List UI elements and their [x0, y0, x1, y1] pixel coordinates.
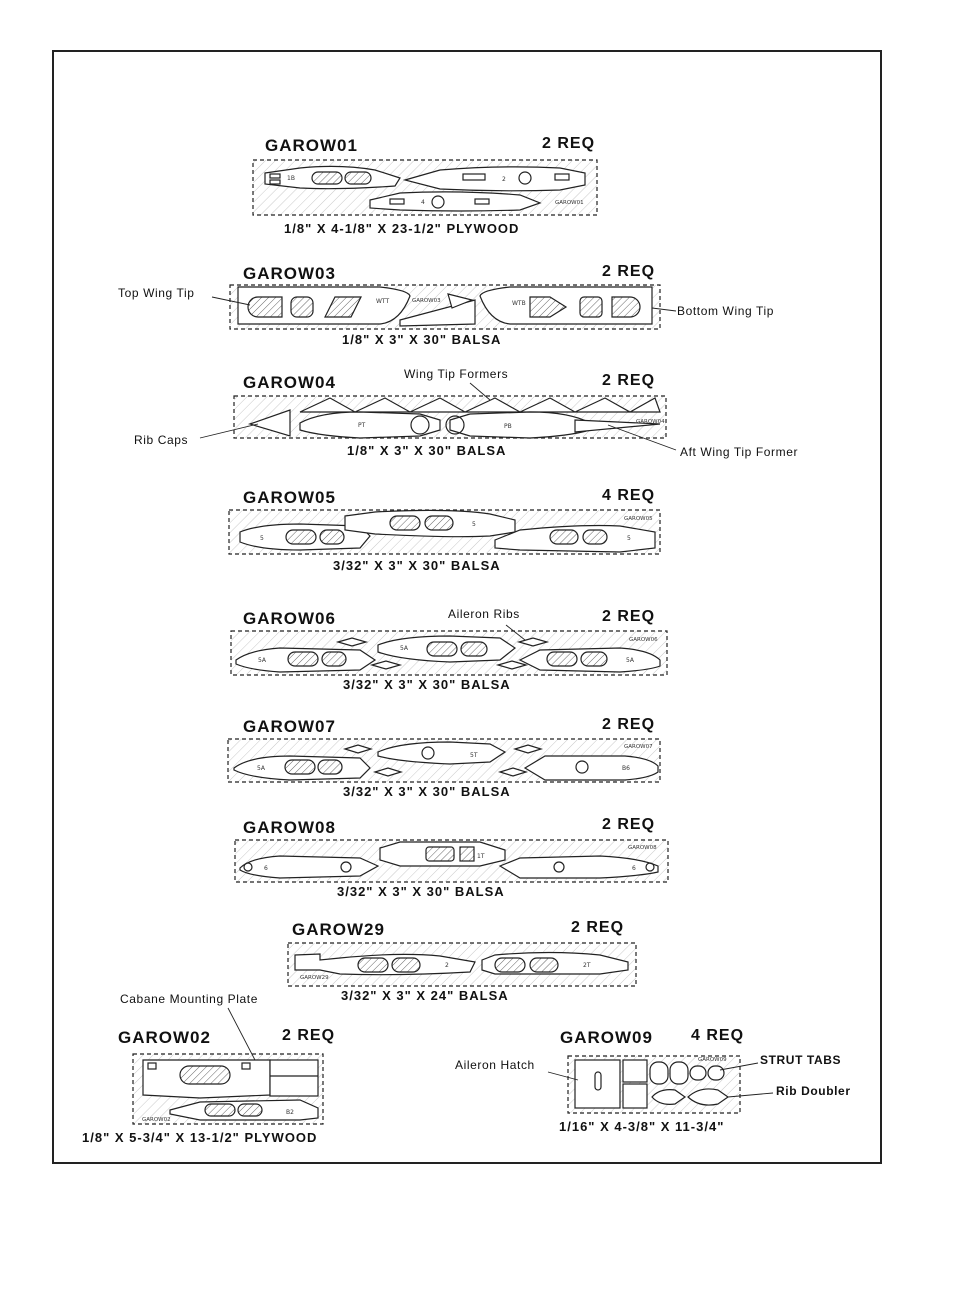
- mark: PT: [358, 422, 366, 429]
- garow03-material: 1/8" X 3" X 30" BALSA: [342, 332, 502, 347]
- garow06-name: GAROW06: [243, 609, 336, 628]
- garow05-material: 3/32" X 3" X 30" BALSA: [333, 558, 501, 573]
- aft-wing-tip-former-label: Aft Wing Tip Former: [680, 445, 799, 459]
- rib-caps-label: Rib Caps: [134, 433, 189, 447]
- garow05-req: 4 REQ: [602, 487, 656, 504]
- mark: 1B: [287, 175, 295, 182]
- mark: 1T: [477, 853, 485, 860]
- mounting-block: [270, 1060, 318, 1096]
- garow09-material: 1/16" X 4-3/8" X 11-3/4": [559, 1119, 725, 1134]
- garow06-sheet: [231, 631, 667, 675]
- mark: 5A: [400, 645, 408, 652]
- garow09-sheet: [568, 1056, 740, 1113]
- garow01-name: GAROW01: [265, 136, 358, 155]
- strut-tab: [670, 1062, 688, 1084]
- garow08-material: 3/32" X 3" X 30" BALSA: [337, 884, 505, 899]
- garow03-name: GAROW03: [243, 264, 336, 283]
- garow29-req: 2 REQ: [571, 919, 625, 936]
- mark: 6: [632, 865, 636, 872]
- rib-left: [240, 856, 378, 878]
- garow03-req: 2 REQ: [602, 263, 656, 280]
- mark: WTT: [376, 298, 390, 305]
- garow08-name: GAROW08: [243, 818, 336, 837]
- mark: 5T: [470, 752, 478, 759]
- bottom-wing-tip-label: Bottom Wing Tip: [677, 304, 775, 318]
- mark: 2T: [583, 962, 591, 969]
- rib-4: [370, 192, 540, 211]
- garow29-material: 3/32" X 3" X 24" BALSA: [341, 988, 509, 1003]
- garow02-req: 2 REQ: [282, 1027, 336, 1044]
- mark: 6: [264, 865, 268, 872]
- mark: 5A: [257, 765, 265, 772]
- mark: 2: [502, 176, 506, 183]
- mark: 5: [472, 521, 476, 528]
- former-pb: [450, 412, 590, 438]
- stamp: GAROW05: [624, 516, 653, 522]
- garow04-material: 1/8" X 3" X 30" BALSA: [347, 443, 507, 458]
- top-wing-tip-label: Top Wing Tip: [118, 286, 195, 300]
- cabane-mounting-plate-label: Cabane Mounting Plate: [120, 992, 259, 1006]
- garow08-sheet: [235, 840, 668, 882]
- garow04-sheet: [234, 396, 666, 438]
- stamp: GAROW01: [555, 200, 584, 206]
- wing-tip-formers-label: Wing Tip Formers: [404, 367, 509, 381]
- aileron-ribs-label: Aileron Ribs: [448, 607, 520, 621]
- garow02-material: 1/8" X 5-3/4" X 13-1/2" PLYWOOD: [82, 1130, 318, 1145]
- garow07-name: GAROW07: [243, 717, 336, 736]
- stamp: GAROW03: [412, 298, 441, 304]
- garow03-sheet: [230, 285, 660, 329]
- garow02-name: GAROW02: [118, 1028, 211, 1047]
- mark: 2: [445, 962, 449, 969]
- mark: 5A: [626, 657, 634, 664]
- stamp: GAROW08: [628, 845, 657, 851]
- mark: 5: [260, 535, 264, 542]
- garow01-material: 1/8" X 4-1/8" X 23-1/2" PLYWOOD: [284, 221, 520, 236]
- strut-tabs-label: STRUT TABS: [760, 1053, 842, 1067]
- mark: B6: [622, 765, 630, 772]
- mark: WTB: [512, 300, 526, 307]
- strut-tab: [650, 1062, 668, 1084]
- aileron-hatch-label: Aileron Hatch: [455, 1058, 535, 1072]
- garow01-sheet: [253, 160, 597, 215]
- garow08-req: 2 REQ: [602, 816, 656, 833]
- garow29-name: GAROW29: [292, 920, 385, 939]
- stamp: GAROW09: [698, 1057, 727, 1063]
- garow05-name: GAROW05: [243, 488, 336, 507]
- mark: 5A: [258, 657, 266, 664]
- rib-doubler-label: Rib Doubler: [776, 1084, 851, 1098]
- garow02-sheet: [133, 1054, 323, 1124]
- garow07-material: 3/32" X 3" X 30" BALSA: [343, 784, 511, 799]
- garow06-req: 2 REQ: [602, 608, 656, 625]
- garow09-name: GAROW09: [560, 1028, 653, 1047]
- garow07-req: 2 REQ: [602, 716, 656, 733]
- garow09-req: 4 REQ: [691, 1027, 745, 1044]
- garow04-req: 2 REQ: [602, 372, 656, 389]
- stamp: GAROW06: [629, 637, 658, 643]
- mark: 4: [421, 199, 425, 206]
- stamp: GAROW07: [624, 744, 653, 750]
- garow06-material: 3/32" X 3" X 30" BALSA: [343, 677, 511, 692]
- stamp: GAROW29: [300, 975, 329, 981]
- rib-right: [525, 756, 658, 780]
- aileron-hatch: [575, 1060, 620, 1108]
- strut-tab: [690, 1066, 706, 1080]
- garow05-sheet: [229, 510, 660, 554]
- mark: B2: [286, 1109, 294, 1116]
- mark: PB: [504, 423, 512, 430]
- garow01-req: 2 REQ: [542, 135, 596, 152]
- stamp: GAROW04: [636, 419, 665, 425]
- mark: 5: [627, 535, 631, 542]
- garow07-sheet: [228, 739, 660, 782]
- strut-tab: [708, 1066, 724, 1080]
- stamp: GAROW02: [142, 1117, 171, 1123]
- garow04-name: GAROW04: [243, 373, 336, 392]
